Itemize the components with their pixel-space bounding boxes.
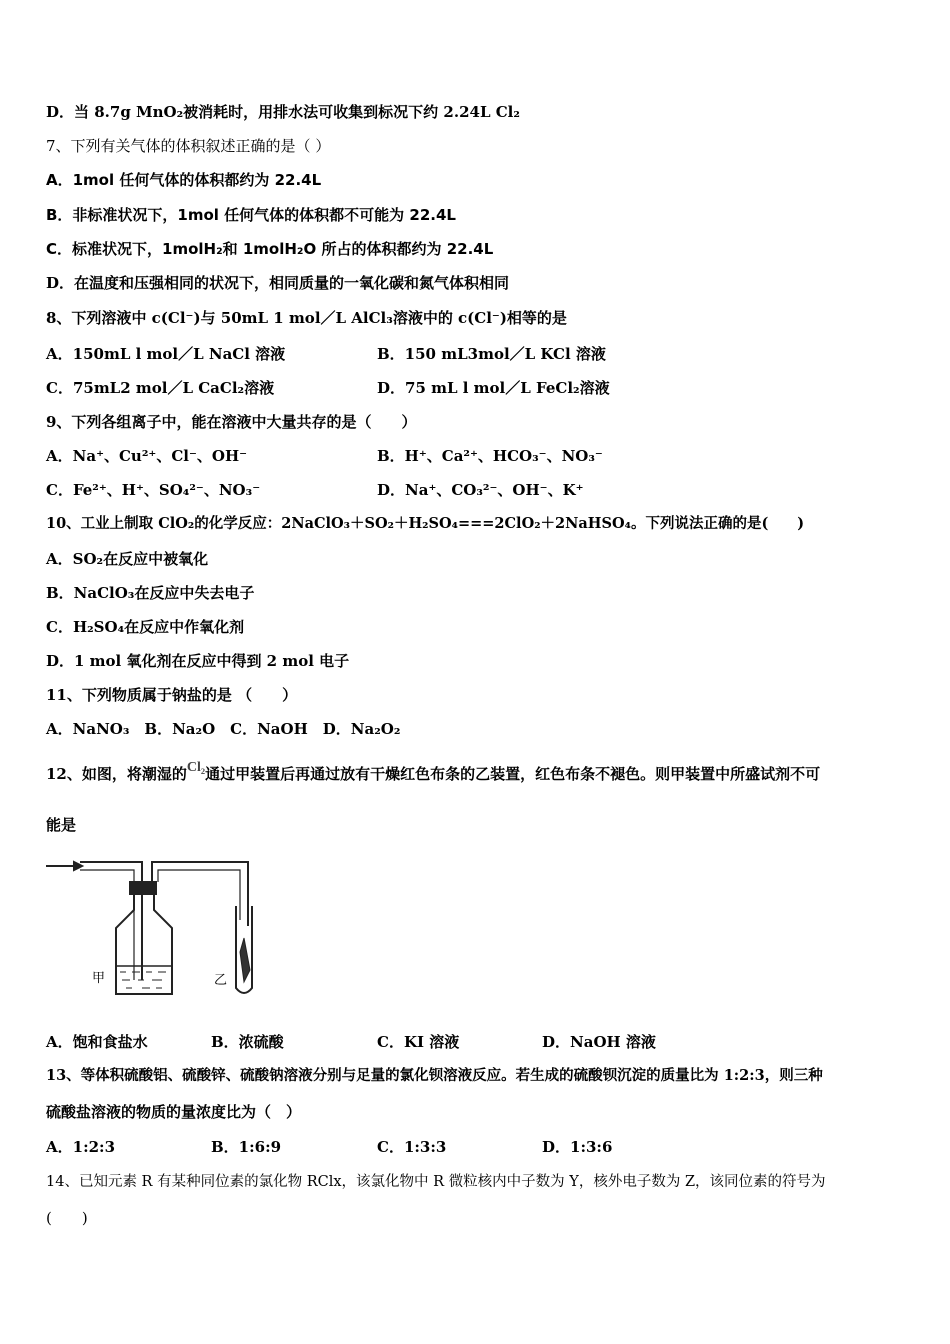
q6-option-d: D．当 8.7g MnO₂被消耗时，用排水法可收集到标况下约 2.24L Cl₂ [46, 103, 520, 121]
q10-option-b: B．NaClO₃在反应中失去电子 [46, 584, 255, 602]
q10-option-c: C．H₂SO₄在反应中作氧化剂 [46, 618, 245, 636]
q12-option-d: D．NaOH 溶液 [542, 1033, 656, 1051]
q9-stem: 9、下列各组离子中，能在溶液中大量共存的是（ ） [46, 413, 417, 431]
inlet-tube [80, 862, 142, 980]
q13-option-d: D．1:3:6 [542, 1138, 613, 1156]
q8-option-d: D．75 mL l mol／L FeCl₂溶液 [377, 379, 610, 397]
label-yi: 乙 [214, 973, 228, 988]
q13-stem-line2: 硫酸盐溶液的物质的量浓度比为（ ） [46, 1103, 302, 1121]
outlet-tube-inner [158, 870, 240, 920]
inlet-tube-inner [80, 870, 134, 980]
gas-washing-apparatus-figure [44, 848, 300, 1008]
q9-option-c: C．Fe²⁺、H⁺、SO₄²⁻、NO₃⁻ [46, 481, 261, 499]
q7-option-b: B．非标准状况下，1mol 任何气体的体积都不可能为 22.4L [46, 206, 456, 224]
inlet-arrow-head [74, 862, 82, 870]
q10-stem: 10、工业上制取 ClO₂的化学反应：2NaClO₃＋SO₂＋H₂SO₄===2ClO₂＋2NaHSO₄。下列说法正确的是( ) [46, 515, 805, 532]
q14-stem-line2: ( ) [46, 1209, 88, 1227]
stopper [130, 882, 156, 894]
q9-option-a: A．Na⁺、Cu²⁺、Cl⁻、OH⁻ [46, 447, 248, 465]
q14-stem-line1: 14、已知元素 R 有某种同位素的氯化物 RClx，该氯化物中 R 微粒核内中子数为 Y，核外电子数为 Z，该同位素的符号为 [46, 1174, 826, 1190]
q8-option-b: B．150 mL3mol／L KCl 溶液 [377, 345, 606, 363]
q11-options: A．NaNO₃ B．Na₂O C．NaOH D．Na₂O₂ [46, 720, 401, 738]
cl2-formula: Cl₂ [186, 760, 206, 775]
q8-option-a: A．150mL l mol／L NaCl 溶液 [46, 345, 286, 363]
q7-option-d: D．在温度和压强相同的状况下，相同质量的一氧化碳和氮气体积相同 [46, 274, 510, 292]
q13-stem-line1: 13、等体积硫酸铝、硫酸锌、硫酸钠溶液分别与足量的氯化钡溶液反应。若生成的硫酸钡沉淀的质量比为 1:2:3，则三种 [46, 1067, 823, 1084]
q13-option-a: A．1:2:3 [46, 1138, 116, 1156]
q8-option-c: C．75mL2 mol／L CaCl₂溶液 [46, 379, 275, 397]
q12-stem [46, 760, 821, 786]
q12-option-c: C．KI 溶液 [377, 1033, 460, 1051]
q12-stem-pre: 12、如图，将潮湿的 [46, 765, 187, 783]
label-jia: 甲 [92, 971, 106, 986]
outlet-tube [152, 862, 248, 926]
q7-option-c: C．标准状况下，1molH₂和 1molH₂O 所占的体积都约为 22.4L [46, 240, 494, 258]
q10-option-a: A．SO₂在反应中被氧化 [46, 550, 209, 568]
q12-stem-line2: 能是 [46, 816, 77, 834]
q13-option-b: B．1:6:9 [211, 1138, 282, 1156]
q13-option-c: C．1:3:3 [377, 1138, 447, 1156]
cloth-strip [240, 938, 250, 982]
q7-stem: 7、下列有关气体的体积叙述正确的是（ ） [46, 137, 331, 155]
q12-option-b: B．浓硫酸 [211, 1033, 284, 1051]
q9-option-b: B．H⁺、Ca²⁺、HCO₃⁻、NO₃⁻ [377, 447, 603, 465]
q12-option-a: A．饱和食盐水 [46, 1033, 148, 1051]
q10-option-d: D．1 mol 氧化剂在反应中得到 2 mol 电子 [46, 652, 350, 670]
q9-option-d: D．Na⁺、CO₃²⁻、OH⁻、K⁺ [377, 481, 584, 499]
gas-washing-bottle [116, 894, 172, 994]
q11-stem: 11、下列物质属于钠盐的是 （ ） [46, 686, 298, 704]
q8-stem: 8、下列溶液中 c(Cl⁻)与 50mL 1 mol／L AlCl₃溶液中的 c(Cl⁻)相等的是 [46, 309, 567, 327]
q7-option-a: A．1mol 任何气体的体积都约为 22.4L [46, 171, 322, 189]
q12-stem-post: 通过甲装置后再通过放有干燥红色布条的乙装置，红色布条不褪色。则甲装置中所盛试剂不可 [205, 765, 821, 783]
